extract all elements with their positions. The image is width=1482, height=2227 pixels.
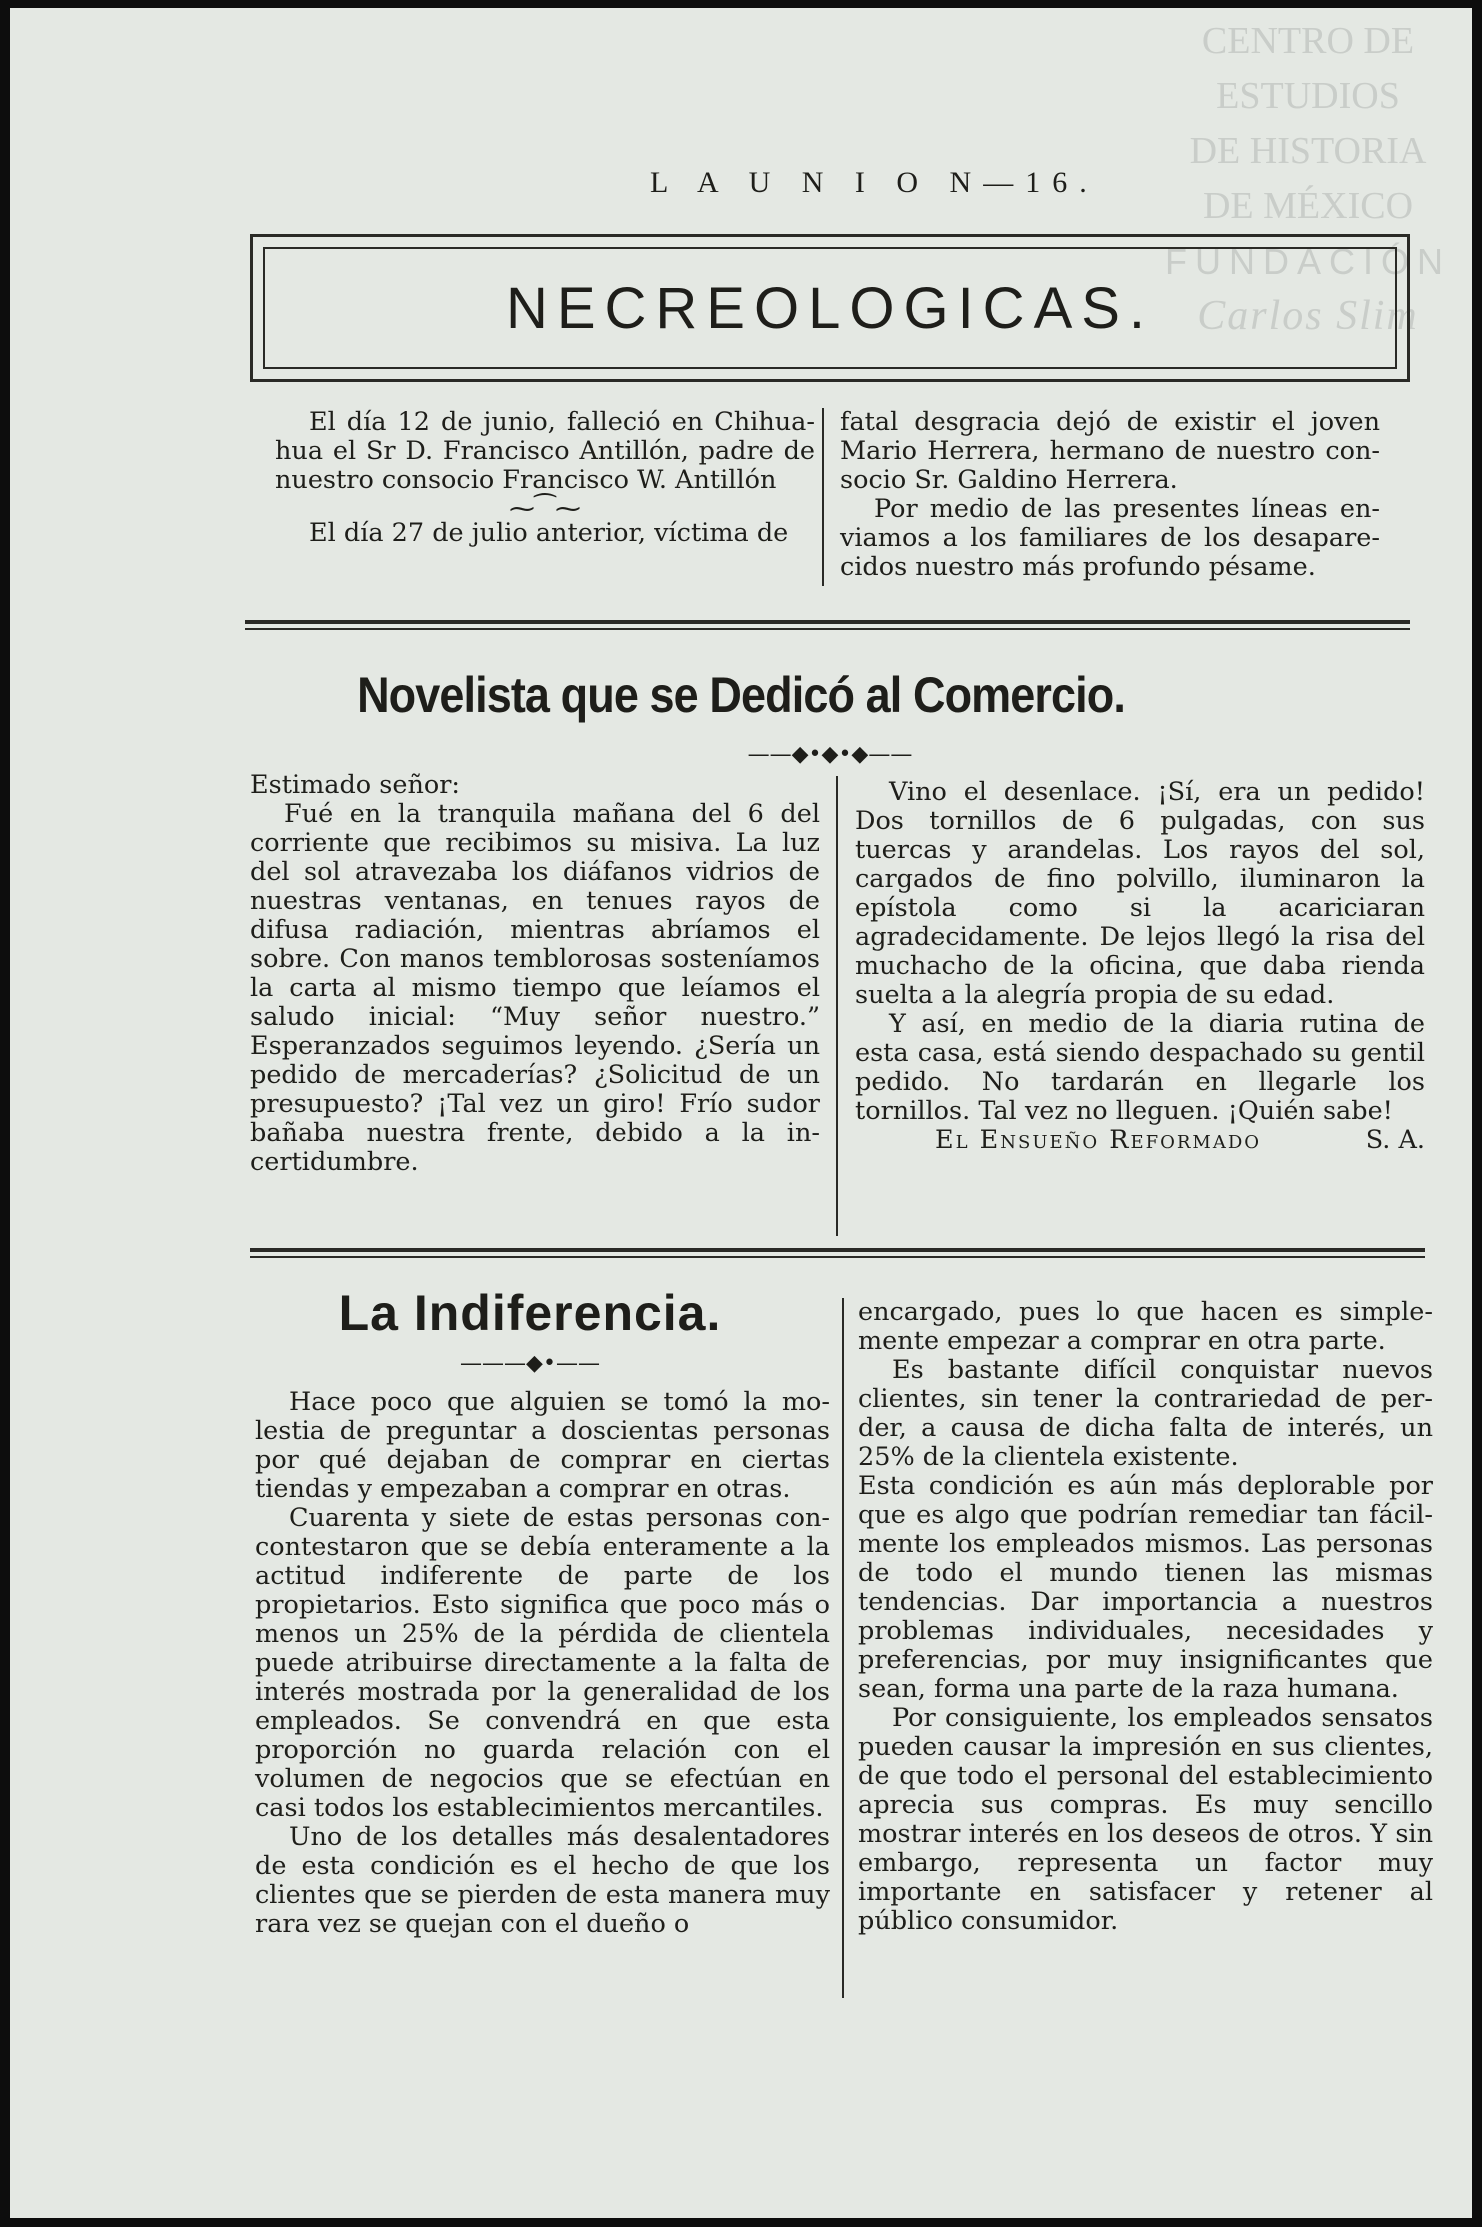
signature-suffix: S. A. [1365,1125,1425,1155]
necrologicas-paragraph: fatal desgracia dejó de existir el joven Mario Herrera, hermano de nuestro consocio Sr. Galdino Herrera. [840,407,1380,495]
column-divider [822,408,824,586]
indiferencia-paragraph: Es bastante difícil conquistar nuevos clientes, sin tener la contrariedad de perder, a causa de dicha falta de interés, un 25% de la clientela existente. [858,1355,1433,1472]
novelista-ornament: ——◆•◆•◆—— [747,742,913,767]
signature-name: El Ensueño Reformado [935,1125,1262,1155]
indiferencia-left-column [255,1388,830,1939]
necrologicas-title: NECREOLOGICAS. [505,275,1155,341]
necrologicas-separator: ⁓⁀⁓ [509,494,581,524]
watermark-line: DE MÉXICO [1202,185,1414,227]
novelista-paragraph: Vino el desenlace. ¡Sí, era un pedido! Dos tornillos de 6 pulgadas, con sus tuercas y arandelas. Los rayos del sol, cargados de fino polvillo, iluminaron la epístola como si la acariciaran agradecidamente. De lejos llegó la risa del muchacho de la oficina, que daba rienda suelta a la alegría propia de su edad. [855,777,1425,1010]
necrologicas-paragraph: Por medio de las presentes líneas enviamos a los familiares de los desaparecidos nuestro más profundo pésame. [840,494,1380,582]
watermark-line: ESTUDIOS [1216,75,1400,117]
novelista-signature [855,1126,1425,1155]
section-rule [250,1248,1425,1252]
necrologicas-paragraph: El día 27 de julio anterior, víctima de [309,518,789,548]
column-divider [842,1298,844,1998]
watermark-line: CENTRO DE [1201,20,1415,62]
novelista-paragraph: Fué en la tranquila mañana del 6 del corriente que recibimos su misiva. La luz del sol atravezaba los diáfanos vidrios de nuestras ventanas, en tenues rayos de difusa radiación, mientras abríamos el sobre. Con manos temblorosas sosteníamos la carta al mismo tiempo que leíamos el saludo inicial: “Muy señor nuestro.” Esperanzados seguimos leyendo. ¿Sería un pedido de mercaderías? ¿Solicitud de un presupuesto? ¡Tal vez un giro! Frío sudor bañaba nuestra frente, debido a la incertidumbre. [250,799,820,1177]
section-rule [245,628,1410,630]
indiferencia-right-column [858,1298,1433,1936]
novelista-salutation: Estimado señor: [250,770,461,800]
novelista-paragraph: Y así, en medio de la diaria rutina de esta casa, está siendo despachado su gentil pedido. No tardarán en llegarle los tornillos. Tal vez no lleguen. ¡Quién sabe! [855,1009,1425,1126]
watermark-line: DE HISTORIA [1189,130,1427,172]
indiferencia-headline: La Indiferencia. [338,1285,722,1341]
section-rule [245,620,1410,624]
indiferencia-paragraph: Esta condición es aún más deplorable por que es algo que podrían remediar tan fácilmente los empleados mismos. Las personas de todo el mundo tienen las mismas tendencias. Dar importancia a nuestros problemas individuales, necesidades y preferencias, por muy insignificantes que sean, forma una parte de la raza humana. [858,1471,1433,1704]
newspaper-page [10,8,1472,2218]
necrologicas-right-column [840,408,1380,582]
indiferencia-paragraph: encargado, pues lo que hacen es simplemente empezar a comprar en otra parte. [858,1297,1433,1356]
section-rule [250,1256,1425,1258]
running-header: L A U N I O N—16. [650,166,1099,199]
novelista-right-column [855,778,1425,1155]
indiferencia-ornament: ———◆•—— [460,1351,600,1376]
indiferencia-paragraph: Uno de los detalles más desalentadores de esta condición es el hecho de que los clientes que se pierden de esta manera muy rara vez se quejan con el dueño o [255,1822,830,1939]
indiferencia-paragraph: Cuarenta y siete de estas personas concontestaron que se debía enteramente a la actitud indiferente de parte de los propietarios. Esto significa que poco más o menos un 25% de la pérdida de clientela puede atribuirse directamente a la falta de interés mostrada por la generalidad de los empleados. Se convendrá en que esta proporción no guarda relación con el volumen de negocios que se efectúan en casi todos los establecimientos mercantiles. [255,1503,830,1823]
watermark-line: FUNDACIÓN [1165,241,1451,282]
column-divider [836,776,838,1236]
indiferencia-paragraph: Por consiguiente, los empleados sensatos pueden causar la impresión en sus clientes, de que todo el personal del establecimiento aprecia sus compras. Es muy sencillo mostrar interés en los deseos de otros. Y sin embargo, representa un factor muy importante en satisfacer y retener al público consumidor. [858,1703,1433,1936]
necrologicas-title-inner [263,247,1397,369]
watermark-signature: Carlos Slim [1197,293,1419,339]
indiferencia-paragraph: Hace poco que alguien se tomó la molestia de preguntar a doscientas personas por qué dejaban de comprar en ciertas tiendas y empezaban a comprar en otras. [255,1387,830,1504]
necrologicas-left-column [275,408,815,548]
necrologicas-title-box [250,234,1410,382]
novelista-headline: Novelista que se Dedicó al Comercio. [357,667,1125,723]
novelista-left-column [250,771,820,1177]
necrologicas-paragraph: El día 12 de junio, falleció en Chihuahua el Sr D. Francisco Antillón, padre de nuestro consocio Francisco W. Antillón [275,407,815,495]
